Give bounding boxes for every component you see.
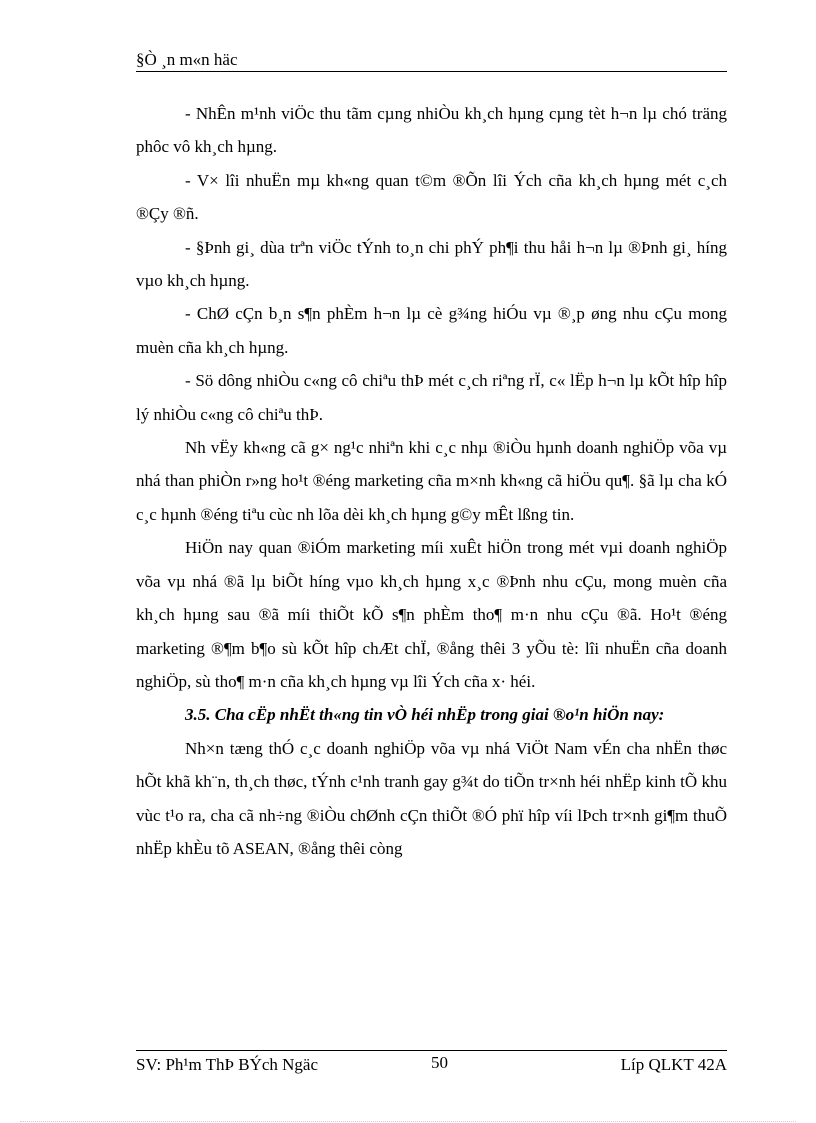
page-header-title: §Ò ¸n m«n häc — [136, 50, 238, 69]
paragraph-5: - Sö dông nhiÒu c«ng cô chiªu thÞ mét c¸ch riªng rÏ, c« lËp h¬n lµ kÕt hîp hîp lý nhiÒu c«ng cô chiªu thÞ. — [136, 371, 727, 424]
footer-divider — [136, 1050, 727, 1051]
header-divider — [136, 71, 727, 72]
paragraph-6: Nh vËy kh«ng cã g× ng¹c nhiªn khi c¸c nhµ ®iÒu hµnh doanh nghiÖp võa vµ nhá than phiÒn r»ng ho¹t ®éng marketing cña m×nh kh«ng cã hiÖu qu¶. §ã lµ cha kÓ c¸c hµnh ®éng tiªu cùc nh lõa dèi kh¸ch hµng g©y mÊt lßng tin. — [136, 438, 727, 524]
footer-class: Líp QLKT 42A — [620, 1055, 727, 1074]
page-bottom-border — [20, 1121, 796, 1122]
page-number: 50 — [431, 1053, 448, 1072]
paragraph-7: HiÖn nay quan ®iÓm marketing míi xuÊt hiÖn trong mét vµi doanh nghiÖp võa vµ nhá ®ã lµ biÕt híng vµo kh¸ch hµng x¸c ®Þnh nhu cÇu, mong muèn cña kh¸ch hµng sau ®ã míi thiÕt kÕ s¶n phÈm tho¶ m·n nhu cÇu ®ã. Ho¹t ®éng marketing ®¶m b¶o sù kÕt hîp chÆt chÏ, ®ång thêi 3 yÕu tè: lîi nhuËn cña doanh nghiÖp, sù tho¶ m·n cña kh¸ch hµng vµ lîi Ých cña x· héi. — [136, 538, 727, 691]
paragraph-3: - §Þnh gi¸ dùa trªn viÖc tÝnh to¸n chi phÝ ph¶i thu håi h¬n lµ ®Þnh gi¸ híng vµo kh¸ch hµng. — [136, 237, 727, 291]
paragraph-2: - V× lîi nhuËn mµ kh«ng quan t©m ®Õn lîi Ých cña kh¸ch hµng mét c¸ch ®Çy ®ñ. — [136, 170, 727, 224]
paragraph-1: - NhÊn m¹nh viÖc thu tãm cµng nhiÒu kh¸ch hµng cµng tèt h¬n lµ chó träng phôc vô kh¸ch hµng. — [136, 104, 727, 157]
footer-student: SV: Ph¹m ThÞ BÝch Ngäc — [136, 1055, 319, 1074]
section-heading: 3.5. Cha cËp nhËt th«ng tin vÒ héi nhËp trong giai ®o¹n hiÖn nay: — [185, 705, 665, 725]
paragraph-8: Nh×n tæng thÓ c¸c doanh nghiÖp võa vµ nhá ViÖt Nam vÉn cha nhËn thøc hÕt khã kh¨n, th¸ch thøc, tÝnh c¹nh tranh gay g¾t do tiÕn tr×nh héi nhËp kinh tÕ khu vùc t¹o ra, cha cã nh÷ng ®iÒu chØnh cÇn thiÕt ®Ó phï hîp víi lÞch tr×nh gi¶m thuÕ nhËp khÈu tõ ASEAN, ®ång thêi còng — [136, 738, 727, 858]
paragraph-4: - ChØ cÇn b¸n s¶n phÈm h¬n lµ cè g¾ng hiÓu vµ ®¸p øng nhu cÇu mong muèn cña kh¸ch hµng. — [136, 304, 727, 357]
document-body — [136, 97, 727, 865]
